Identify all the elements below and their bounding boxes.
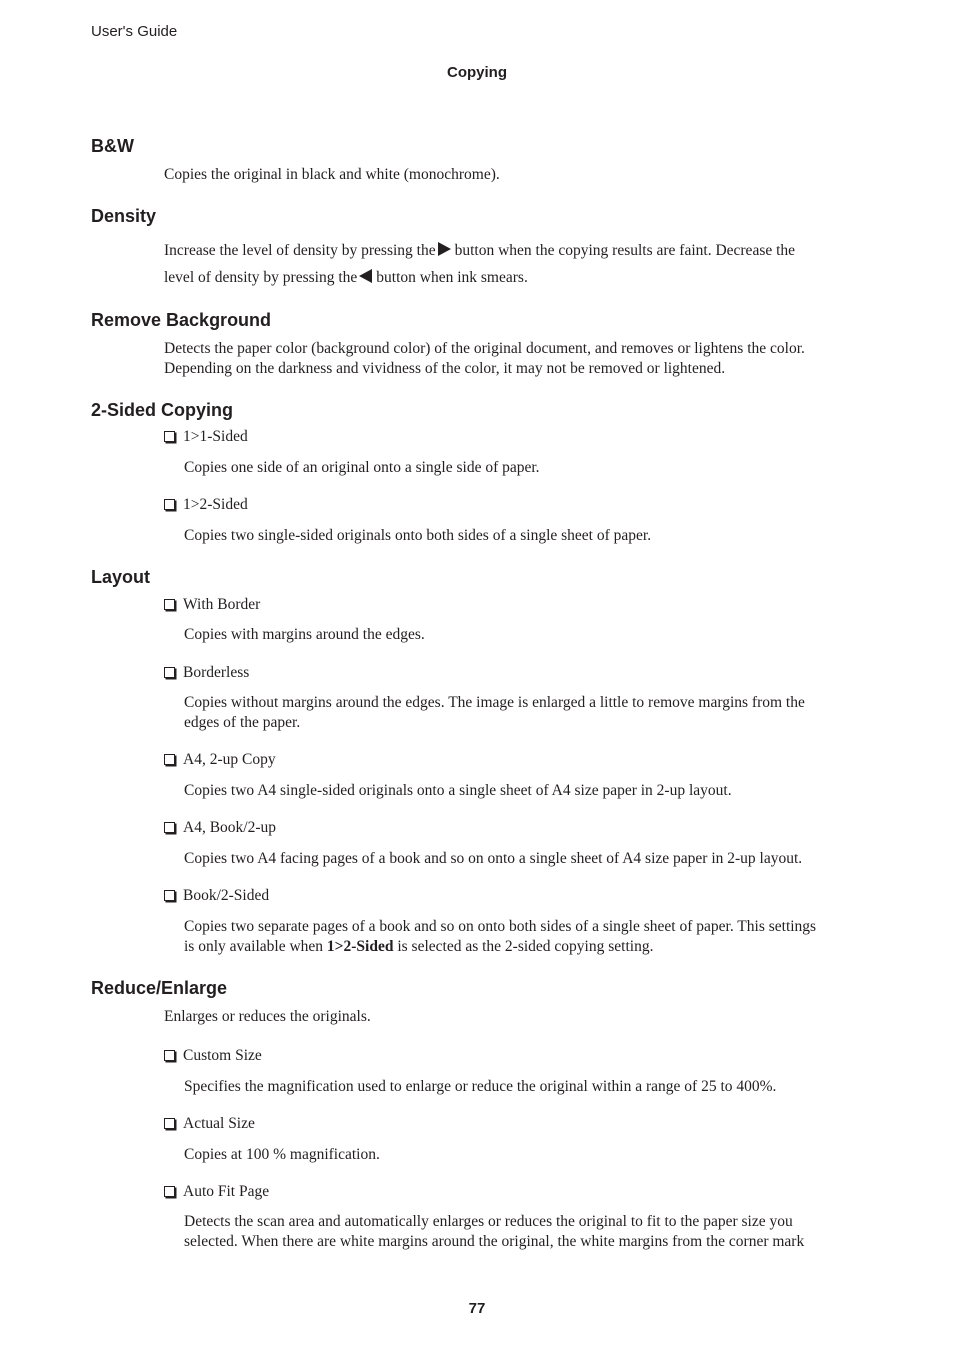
list-item: 1>2-Sided xyxy=(164,496,248,514)
list-item: 1>1-Sided xyxy=(164,428,248,446)
list-item-desc: Copies two separate pages of a book and so on onto both sides of a single sheet of paper. This settings xyxy=(184,918,817,935)
list-item: Borderless xyxy=(164,664,249,682)
checkbox-bullet-icon xyxy=(164,1050,175,1061)
heading-bw: B&W xyxy=(91,136,134,156)
list-item: Book/2-Sided xyxy=(164,887,269,905)
checkbox-bullet-icon xyxy=(164,754,175,765)
heading-remove-background: Remove Background xyxy=(91,310,272,330)
list-item-desc: edges of the paper. xyxy=(184,714,301,731)
list-item-desc: Copies with margins around the edges. xyxy=(184,626,425,643)
list-item-desc: Copies one side of an original onto a single side of paper. xyxy=(184,459,540,476)
list-item: A4, Book/2-up xyxy=(164,819,276,837)
density-line-2: level of density by pressing the button when ink smears. xyxy=(164,269,528,286)
remove-bg-line-2: Depending on the darkness and vividness of the color, it may not be removed or lightened. xyxy=(164,360,726,377)
checkbox-bullet-icon xyxy=(164,599,175,610)
list-item: A4, 2-up Copy xyxy=(164,751,276,769)
list-item-desc: Specifies the magnification used to enlarge or reduce the original within a range of 25 to 400%. xyxy=(184,1078,777,1095)
heading-2-sided-copying: 2-Sided Copying xyxy=(91,400,234,420)
list-item: Actual Size xyxy=(164,1115,255,1133)
left-arrow-icon xyxy=(359,269,372,283)
reduce-text: Enlarges or reduces the originals. xyxy=(164,1008,371,1025)
heading-density: Density xyxy=(91,206,157,226)
list-item: With Border xyxy=(164,596,260,614)
bw-text: Copies the original in black and white (monochrome). xyxy=(164,166,500,183)
list-item: Auto Fit Page xyxy=(164,1183,269,1201)
list-item-desc: Detects the scan area and automatically enlarges or reduces the original to fit to the paper size you xyxy=(184,1213,793,1230)
list-item-desc: Copies at 100 % magnification. xyxy=(184,1146,380,1163)
checkbox-bullet-icon xyxy=(164,667,175,678)
list-item-desc: Copies two single-sided originals onto both sides of a single sheet of paper. xyxy=(184,527,652,544)
checkbox-bullet-icon xyxy=(164,431,175,442)
remove-bg-line-1: Detects the paper color (background color) of the original document, and removes or lightens the color. xyxy=(164,340,805,357)
checkbox-bullet-icon xyxy=(164,1118,175,1129)
list-item-desc: selected. When there are white margins around the original, the white margins from the corner mark xyxy=(184,1233,805,1250)
checkbox-bullet-icon xyxy=(164,890,175,901)
running-header: User's Guide xyxy=(91,23,178,40)
checkbox-bullet-icon xyxy=(164,1186,175,1197)
chapter-title: Copying xyxy=(447,64,507,81)
heading-reduce-enlarge: Reduce/Enlarge xyxy=(91,978,228,998)
checkbox-bullet-icon xyxy=(164,499,175,510)
right-arrow-icon xyxy=(438,242,451,256)
heading-layout: Layout xyxy=(91,567,151,587)
list-item-desc: Copies two A4 facing pages of a book and so on onto a single sheet of A4 size paper in 2-up layout. xyxy=(184,850,803,867)
list-item-desc: Copies two A4 single-sided originals onto a single sheet of A4 size paper in 2-up layout. xyxy=(184,782,732,799)
list-item: Custom Size xyxy=(164,1047,262,1065)
list-item-desc: is only available when 1>2-Sided is selected as the 2-sided copying setting. xyxy=(184,938,654,955)
list-item-desc: Copies without margins around the edges. The image is enlarged a little to remove margins from the xyxy=(184,694,805,711)
setting-name: 1>2-Sided xyxy=(326,938,394,955)
page-number: 77 xyxy=(468,1300,486,1317)
density-line-1: Increase the level of density by pressing the button when the copying results are faint. Decrease the xyxy=(164,242,796,259)
checkbox-bullet-icon xyxy=(164,822,175,833)
